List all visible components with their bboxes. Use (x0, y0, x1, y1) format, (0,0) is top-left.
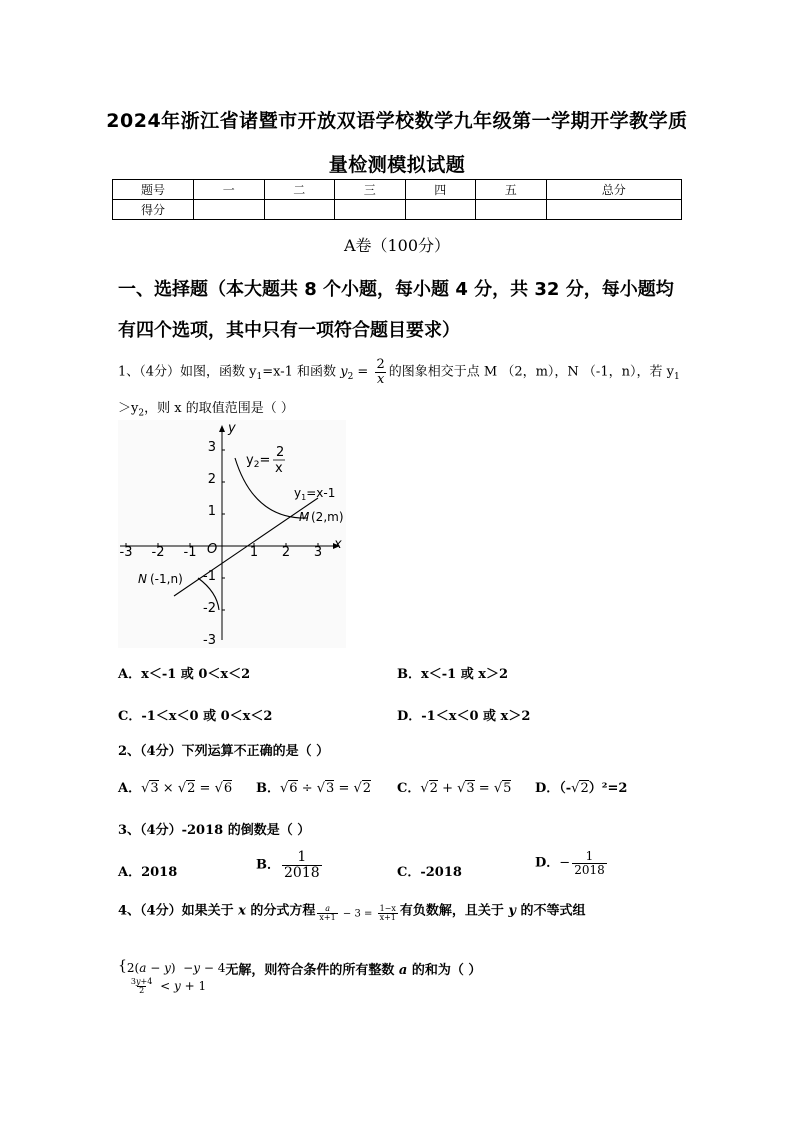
q1-line2-b: ，则 x 的取值范围是（ ） (144, 401, 294, 416)
table-cell: 三 (335, 180, 406, 200)
question-3-stem: 3、（4分）-2018 的倒数是（ ） (118, 823, 311, 838)
q1-text-c: 的图象相交于点 M （2，m），N （-1，n），若 y (388, 364, 674, 380)
q1-option-c[interactable]: C．-1＜x＜0 或 0＜x＜2 (118, 709, 273, 724)
q1-sub: 1 (256, 372, 263, 383)
q3-b-fraction: $\frac{1}{2018}$ (284, 849, 320, 881)
point-n-label: N (138, 572, 147, 586)
table-cell: 五 (476, 180, 547, 200)
score-table-header-row (113, 180, 682, 200)
table-cell: 总分 (546, 180, 682, 200)
q1-text-b: =x-1 和函数 (262, 364, 341, 380)
x-tick-label: 1 (249, 545, 259, 560)
x-tick-label: -1 (183, 545, 197, 560)
y1-label: $y_1=x-1$ (294, 486, 336, 502)
q3-option-a[interactable]: A．2018 (118, 865, 178, 880)
q2-a-expr: √3 × √2 = √6 (141, 781, 233, 796)
question-4-stem: 4、（4分）如果关于 x 的分式方程 $\frac{a}{x+1}$ − 3 = $\frac{1-x}{x+1}$ 有负数解，且关于 y 的不等式组 (118, 903, 586, 923)
q4-brace: { (118, 958, 127, 974)
q3-option-c[interactable]: C．-2018 (397, 865, 462, 880)
table-cell-empty (264, 200, 335, 220)
graph-background (118, 420, 346, 648)
question-1-stem: 1、（4分）如图，函数 $y_1=x-1$ 和函数 $y_2$ = $\frac{2}{x}$ 的图象相交于点 M （2，m），N （-1，n），若 $y_1$ (118, 357, 680, 387)
q1-sub: 2 (347, 372, 354, 383)
y-tick-label: -2 (203, 601, 216, 616)
q2-c-expr: √2 + √3 = √5 (420, 781, 512, 796)
question-4-stem-line2: {2(a − y) −y − 4 $\frac{3y+4}{2}$ < y + 1无解，则符合条件的所有整数 a 的和为（ ） (118, 958, 482, 995)
table-cell: 一 (194, 180, 265, 200)
q1-text-a: 1、（4分）如图，函数 y (118, 364, 257, 380)
q3-option-d[interactable]: D．− $\frac{1}{2018}$ (535, 849, 605, 877)
q1-frac-den: x (376, 371, 385, 387)
y-tick-label: 2 (207, 472, 216, 487)
y-tick-label: 3 (207, 440, 216, 455)
question-2-stem: 2、（4分）下列运算不正确的是（ ） (118, 744, 330, 759)
q2-option-d[interactable]: D．（-√2）²=2 (535, 781, 628, 796)
q2-b-expr: √6 ÷ √3 = √2 (280, 781, 372, 796)
question-1-stem-line2 (118, 397, 294, 419)
x-tick-label: 3 (313, 545, 323, 560)
y-tick-label: -3 (203, 633, 216, 648)
q3-option-b[interactable]: B． $\frac{1}{2018}$ (256, 849, 320, 881)
q1-sub: 2 (138, 408, 145, 419)
y2-label-den: x (275, 461, 283, 476)
q1-fraction (374, 358, 386, 386)
q1-line2-a: ＞y (118, 401, 139, 416)
table-cell: 四 (405, 180, 476, 200)
point-m-label: M (299, 510, 310, 524)
origin-label: O (207, 542, 218, 557)
score-table-score-row (113, 200, 682, 220)
section1-heading-line2: 有四个选项，其中只有一项符合题目要求） (118, 320, 460, 341)
volume-heading: A卷（100分） (343, 236, 451, 255)
q2-option-b[interactable]: B．√6 ÷ √3 = √2 (256, 781, 372, 796)
score-table (112, 179, 682, 220)
q1-y2: y (340, 364, 348, 380)
y2-label: $y_2=$ (246, 453, 271, 470)
table-cell: 二 (264, 180, 335, 200)
paper-title-line1: 2024年浙江省诸暨市开放双语学校数学九年级第一学期开学教学质 (106, 110, 688, 132)
q1-option-b[interactable]: B．x＜-1 或 x＞2 (397, 667, 509, 682)
x-tick-label: -2 (151, 545, 165, 560)
q1-sub: 1 (673, 372, 680, 383)
function-graph (118, 420, 346, 648)
x-axis-label: x (334, 537, 342, 552)
y2-label-num: 2 (276, 445, 285, 460)
table-cell: 得分 (113, 200, 194, 220)
q4-equation: $\frac{a}{x+1}$ − 3 = $\frac{1-x}{x+1}$ (319, 904, 396, 923)
point-n-coord: (-1,n) (150, 572, 183, 586)
q2-option-c[interactable]: C．√2 + √3 = √5 (397, 781, 512, 796)
y-tick-label: 1 (207, 504, 216, 519)
table-cell-empty (335, 200, 406, 220)
x-tick-label: 2 (281, 545, 291, 560)
q3-d-fraction: $\frac{1}{2018}$ (574, 849, 605, 877)
q2-d-expr: √2 (571, 781, 589, 796)
q4-inequality-system: 2(a − y) −y − 4 $\frac{3y+4}{2}$ < y + 1 (126, 961, 226, 995)
table-cell-empty (194, 200, 265, 220)
q1-frac-num: 2 (376, 357, 385, 372)
table-cell-empty (476, 200, 547, 220)
table-cell-empty (546, 200, 682, 220)
table-cell-empty (405, 200, 476, 220)
point-m-coord: (2,m) (311, 510, 344, 524)
q2-option-a[interactable]: A．√3 × √2 = √6 (118, 781, 233, 796)
y-tick-label: -1 (203, 569, 216, 584)
y-axis-label: y (228, 421, 236, 436)
table-cell: 题号 (113, 180, 194, 200)
x-tick-label: -3 (119, 545, 133, 560)
paper-title-line2: 量检测模拟试题 (328, 154, 466, 176)
q1-option-d[interactable]: D．-1＜x＜0 或 x＞2 (397, 709, 531, 724)
section1-heading-line1: 一、选择题（本大题共 8 个小题，每小题 4 分，共 32 分，每小题均 (118, 279, 674, 300)
q1-option-a[interactable]: A．x＜-1 或 0＜x＜2 (118, 667, 251, 682)
